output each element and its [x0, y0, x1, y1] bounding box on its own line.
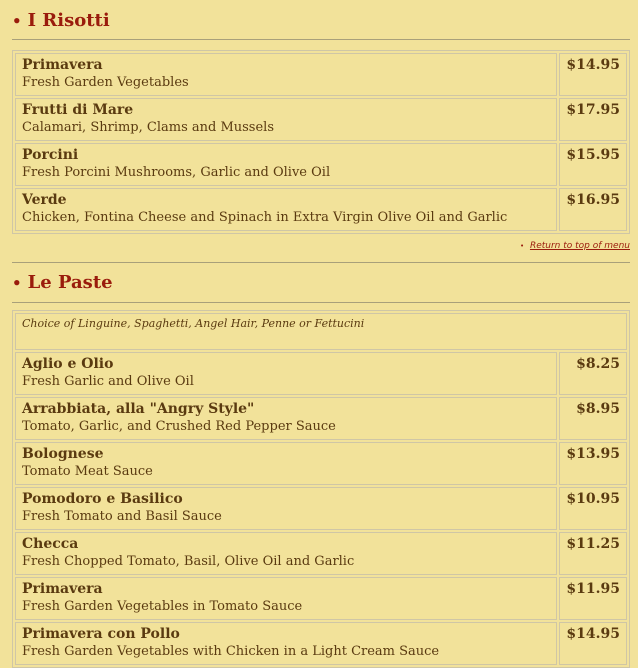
item-description: Chicken, Fontina Cheese and Spinach in Extra Virgin Olive Oil and Garlic — [22, 210, 508, 225]
item-cell — [15, 622, 557, 665]
item-name: Aglio e Olio — [22, 356, 114, 372]
item-name: Porcini — [22, 147, 79, 163]
note-cell — [15, 313, 627, 350]
table-row — [15, 352, 627, 395]
item-price: $11.25 — [559, 532, 627, 575]
item-cell — [15, 442, 557, 485]
item-price: $16.95 — [559, 188, 627, 231]
item-price: $10.95 — [559, 487, 627, 530]
item-description: Tomato, Garlic, and Crushed Red Pepper Sauce — [22, 419, 336, 434]
section-title-text: Le Paste — [27, 272, 113, 293]
item-name: Verde — [22, 192, 67, 208]
divider — [12, 302, 630, 303]
divider — [12, 39, 630, 40]
item-description: Calamari, Shrimp, Clams and Mussels — [22, 120, 274, 135]
item-price: $8.25 — [559, 352, 627, 395]
item-name: Primavera con Pollo — [22, 626, 180, 642]
item-description: Fresh Garden Vegetables — [22, 75, 189, 90]
table-row — [15, 53, 627, 96]
item-price: $14.95 — [559, 622, 627, 665]
table-row — [15, 622, 627, 665]
item-name: Arrabbiata, alla "Angry Style" — [22, 401, 255, 417]
item-cell — [15, 487, 557, 530]
section-title-text: I Risotti — [27, 10, 110, 31]
table-row — [15, 98, 627, 141]
table-row — [15, 188, 627, 231]
item-price: $17.95 — [559, 98, 627, 141]
table-row — [15, 487, 627, 530]
paste-menu-table — [12, 310, 630, 668]
item-cell — [15, 577, 557, 620]
item-description: Fresh Garden Vegetables with Chicken in a Light Cream Sauce — [22, 644, 440, 659]
item-cell — [15, 143, 557, 186]
item-cell — [15, 397, 557, 440]
item-price: $11.95 — [559, 577, 627, 620]
bullet-icon: • — [12, 11, 22, 30]
item-cell — [15, 188, 557, 231]
bullet-icon: • — [519, 242, 525, 250]
item-name: Checca — [22, 536, 79, 552]
section-title-risotti — [12, 10, 110, 31]
item-description: Fresh Tomato and Basil Sauce — [22, 509, 222, 524]
item-name: Pomodoro e Basilico — [22, 491, 183, 507]
divider — [12, 262, 630, 263]
table-row — [15, 532, 627, 575]
item-name: Primavera — [22, 57, 103, 73]
item-cell — [15, 53, 557, 96]
table-row — [15, 313, 627, 350]
item-cell — [15, 98, 557, 141]
item-price: $13.95 — [559, 442, 627, 485]
table-row — [15, 397, 627, 440]
item-price: $8.95 — [559, 397, 627, 440]
item-name: Frutti di Mare — [22, 102, 134, 118]
bullet-icon: • — [12, 273, 22, 292]
risotti-menu-table — [12, 50, 630, 234]
section-title-paste — [12, 272, 113, 293]
table-row — [15, 143, 627, 186]
table-row — [15, 442, 627, 485]
item-cell — [15, 532, 557, 575]
item-cell — [15, 352, 557, 395]
item-description: Fresh Porcini Mushrooms, Garlic and Olive Oil — [22, 165, 331, 180]
pasta-choice-note: Choice of Linguine, Spaghetti, Angel Hair, Penne or Fettucini — [22, 317, 365, 330]
item-description: Fresh Chopped Tomato, Basil, Olive Oil and Garlic — [22, 554, 355, 569]
item-price: $15.95 — [559, 143, 627, 186]
item-name: Bolognese — [22, 446, 104, 462]
item-description: Fresh Garlic and Olive Oil — [22, 374, 194, 389]
item-description: Fresh Garden Vegetables in Tomato Sauce — [22, 599, 303, 614]
item-price: $14.95 — [559, 53, 627, 96]
item-name: Primavera — [22, 581, 103, 597]
back-to-top — [520, 241, 630, 251]
item-description: Tomato Meat Sauce — [22, 464, 153, 479]
table-row — [15, 577, 627, 620]
return-to-top-link[interactable]: Return to top of menu — [529, 241, 630, 251]
